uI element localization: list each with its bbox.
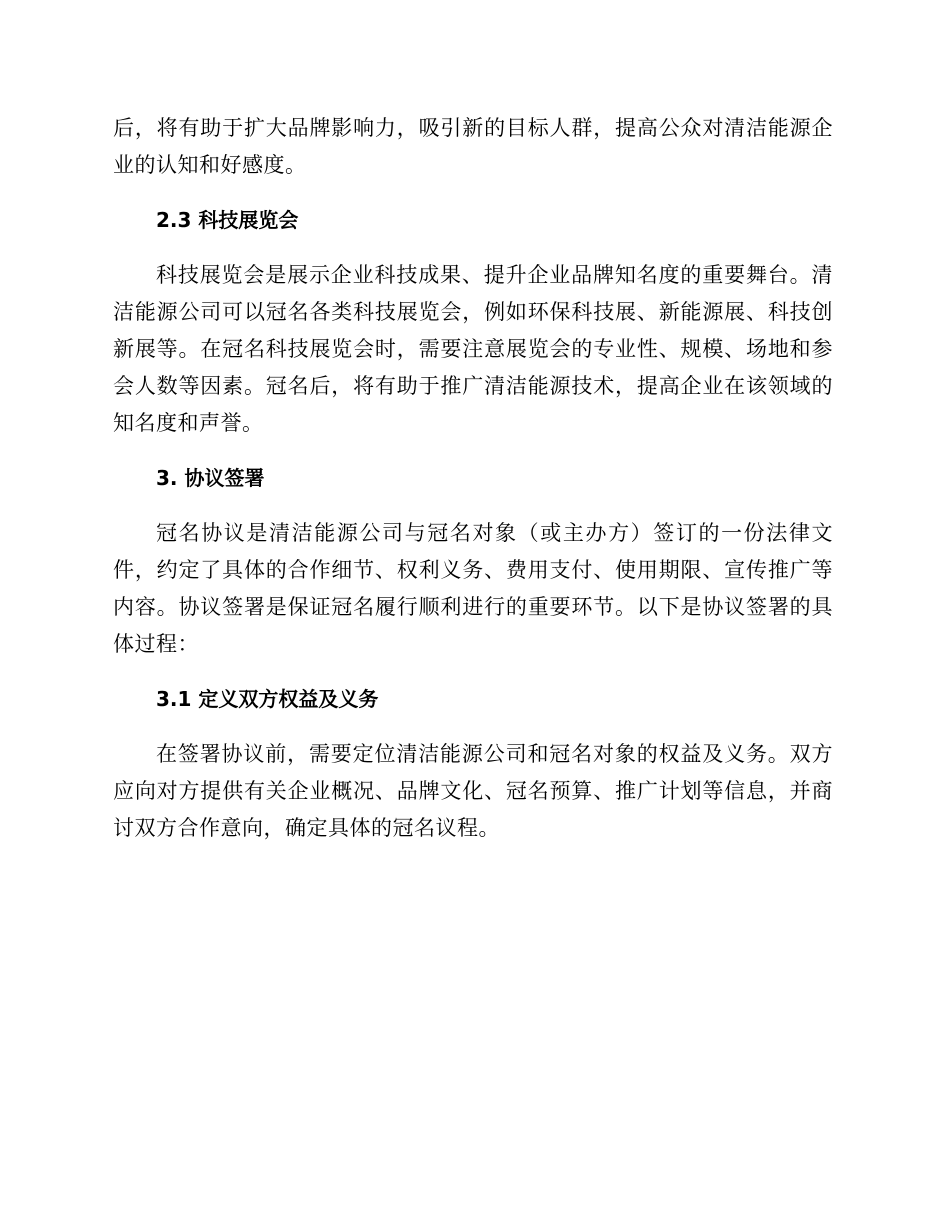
document-body	[113, 110, 833, 847]
paragraph-agreement-signing: 冠名协议是清洁能源公司与冠名对象（或主办方）签订的一份法律文件，约定了具体的合作细节、权利义务、费用支付、使用期限、宣传推广等内容。协议签署是保证冠名履行顺利进行的重要环节。以下是协议签署的具体过程：	[113, 521, 833, 656]
paragraph-rights-obligations: 在签署协议前，需要定位清洁能源公司和冠名对象的权益及义务。双方应向对方提供有关企业概况、品牌文化、冠名预算、推广计划等信息，并商讨双方合作意向，确定具体的冠名议程。	[113, 742, 833, 840]
paragraph-tech-exhibition: 科技展览会是展示企业科技成果、提升企业品牌知名度的重要舞台。清洁能源公司可以冠名各类科技展览会，例如环保科技展、新能源展、科技创新展等。在冠名科技展览会时，需要注意展览会的专业性、规模、场地和参会人数等因素。冠名后，将有助于推广清洁能源技术，提高企业在该领域的知名度和声誉。	[113, 263, 833, 435]
section-heading-3: 3. 协议签署	[156, 466, 265, 490]
section-heading-3-1: 3.1 定义双方权益及义务	[156, 687, 379, 711]
section-heading-2-3: 2.3 科技展览会	[156, 208, 299, 232]
paragraph-continuation: 后，将有助于扩大品牌影响力，吸引新的目标人群，提高公众对清洁能源企业的认知和好感度。	[113, 116, 833, 177]
